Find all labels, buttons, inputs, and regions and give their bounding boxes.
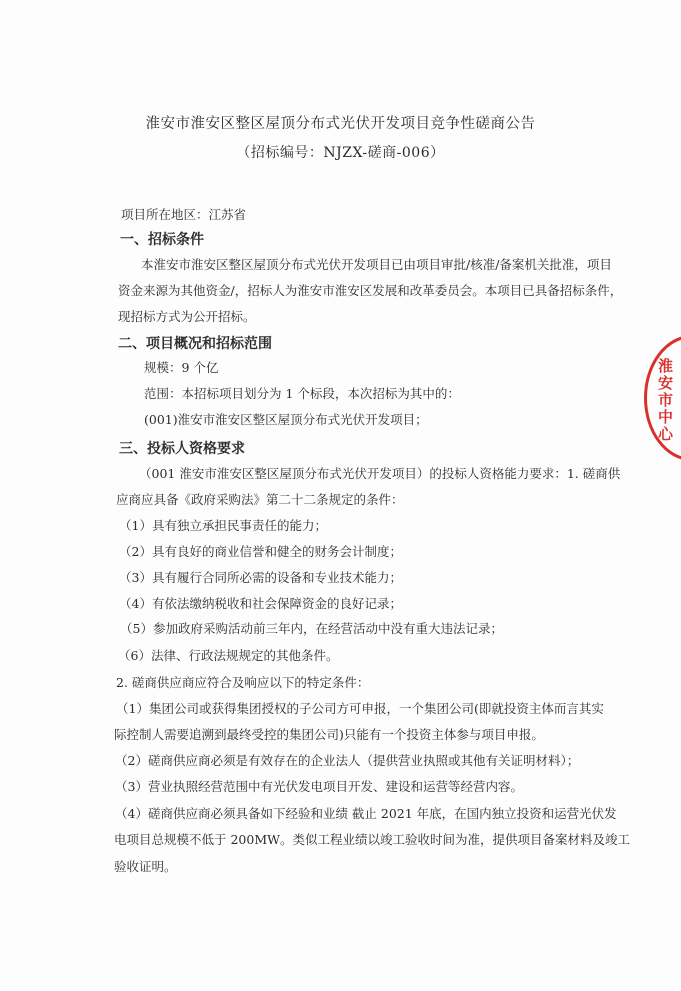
- seal-text: 淮安市中心: [656, 358, 674, 443]
- list-item: （4）有依法缴纳税收和社会保障资金的良好记录；: [119, 596, 402, 611]
- section-heading-project-overview: 二、项目概况和招标范围: [118, 336, 272, 352]
- paragraph-line: （001 淮安市淮安区整区屋顶分布式光伏开发项目）的投标人资格能力要求：1. 磋商供: [139, 466, 621, 481]
- list-item: （6）法律、行政法规规定的其他条件。: [118, 648, 339, 663]
- paragraph-line: 际控制人需要追溯到最终受控的集团公司)只能有一个投资主体参与项目申报。: [114, 727, 544, 742]
- list-item: （2）具有良好的商业信誉和健全的财务会计制度；: [119, 544, 402, 559]
- lot-description: (001)淮安市淮安区整区屋顶分布式光伏开发项目；: [144, 412, 428, 427]
- paragraph-line: 电项目总规模不低于 200MW。类似工程业绩以竣工验收时间为准，提供项目备案材料及竣工: [114, 832, 630, 847]
- paragraph-line: 验收证明。: [114, 859, 177, 874]
- list-item: （1）具有独立承担民事责任的能力；: [119, 518, 327, 533]
- paragraph-line: 2. 磋商供应商应符合及响应以下的特定条件：: [116, 675, 370, 690]
- paragraph-line: 资金来源为其他资金/，招标人为淮安市淮安区发展和改革委员会。本项目已具备招标条件，: [118, 283, 623, 298]
- list-item: （5）参加政府采购活动前三年内，在经营活动中没有重大违法记录；: [120, 621, 503, 636]
- list-item: （4）磋商供应商必须具备如下经验和业绩 截止 2021 年底，在国内独立投资和运营光伏发: [115, 806, 617, 821]
- paragraph-line: 本淮安市淮安区整区屋顶分布式光伏开发项目已由项目审批/核准/备案机关批准，项目: [141, 257, 612, 272]
- official-seal: [644, 335, 681, 461]
- list-item: （3）具有履行合同所必需的设备和专业技术能力；: [119, 570, 402, 585]
- project-scale: 规模：9 个亿: [144, 360, 219, 375]
- section-heading-tender-conditions: 一、招标条件: [120, 232, 204, 248]
- paragraph-line: 现招标方式为公开招标。: [118, 309, 256, 324]
- list-item: （2）磋商供应商必须是有效存在的企业法人（提供营业执照或其他有关证明材料）；: [115, 753, 580, 768]
- list-item: （3）营业执照经营范围中有光伏发电项目开发、建设和运营等经营内容。: [115, 779, 523, 794]
- project-region: 项目所在地区：江苏省: [121, 207, 247, 222]
- tender-number: （招标编号：NJZX-磋商-006）: [236, 145, 445, 161]
- document-title: 淮安市淮安区整区屋顶分布式光伏开发项目竞争性磋商公告: [145, 116, 536, 132]
- section-heading-bidder-qualifications: 三、投标人资格要求: [119, 441, 245, 457]
- list-item: （1）集团公司或获得集团授权的子公司方可申报，一个集团公司(即就投资主体而言其实: [116, 701, 604, 716]
- paragraph-line: 应商应具备《政府采购法》第二十二条规定的条件：: [116, 492, 404, 507]
- project-scope: 范围：本招标项目划分为 1 个标段，本次招标为其中的：: [144, 386, 460, 401]
